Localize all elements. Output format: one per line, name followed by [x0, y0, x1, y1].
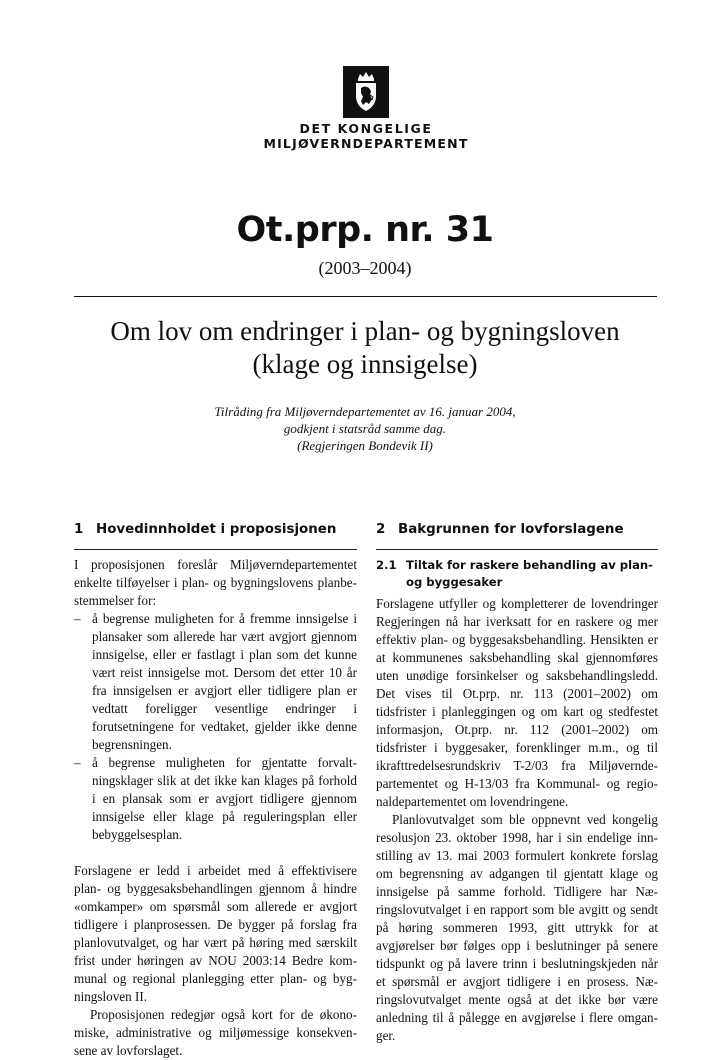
section-1-intro: I proposisjonen foreslår Miljøverndepartementet enkelte tilføyelser i plan- og bygningslovens planbestemmelser for:	[74, 557, 357, 608]
ministry-name-line1: DET KONGELIGE	[299, 121, 433, 136]
subsection-2-1-number: 2.1	[376, 558, 397, 572]
title-line-1: Om lov om endringer i plan- og bygningsloven	[110, 316, 620, 346]
section-1-number: 1	[74, 522, 84, 537]
coat-of-arms-logo	[343, 66, 389, 118]
section-2-heading	[376, 520, 658, 540]
list-item	[74, 610, 357, 754]
ministry-name-line2: MILJØVERNDEPARTEMENT	[263, 136, 469, 151]
section-2-number: 2	[376, 522, 386, 537]
document-number: Ot.prp. nr. 31	[236, 210, 494, 250]
title-line-2: (klage og innsigelse)	[252, 349, 478, 379]
list-item	[74, 754, 357, 844]
document-years: (2003–2004)	[318, 258, 412, 278]
document-title	[60, 315, 670, 381]
list-item-text: å begrense muligheten for gjentatte forvaltningsklager slik at det ikke kan klages på forhold i en plansak som er avgjort tidligere gjennom innsigelse eller klage på reguleringsplan eller bebyggelsesplan.	[92, 755, 357, 842]
section-1-paragraph-2: Forslagene er ledd i arbeidet med å effektivisere plan- og byggesaksbehandlingen gjennom å hindre «omkamper» om spørsmål som allerede er avgjort tidligere i planprosessen. De bygger på forslag fra planlovutvalget, og har vært på høring med særskilt frist under høringen av NOU 2003:14 Bedre kommunal og regional planlegging etter plan- og bygningsloven II.	[74, 863, 357, 1004]
subtitle-line-1: Tilråding fra Miljøverndepartementet av 16. januar 2004,	[214, 404, 516, 419]
right-column	[376, 520, 658, 1045]
list-dash: –	[74, 755, 81, 770]
list-item-text: å begrense muligheten for å fremme innsigelse i plansaker som allerede har vært avgjort gjennom innsigelse, eller er fastlagt i plan som det kunne vært reist innsigelse mot. Dersom det etter 10 år fra innsigelsen er avgjort eller tidligere plan er vedtatt foreligger vesentlige endringer i forutsetningene for vedtaket, gjelder ikke denne begrensningen.	[92, 611, 357, 752]
section-1-title: Hovedinnholdet i proposisjonen	[96, 522, 337, 537]
section-2-paragraph-2: Planlovutvalget som ble oppnevnt ved kongelig resolusjon 23. oktober 1998, har i sin endelige innstilling av 13. mai 2003 formulert konkrete forslag om begrensning av adgangen til gjentatt klage og innsigelse på samme forhold. Tidligere har Næringslovutvalget i en rapport som ble avgitt og sendt på høring sommeren 1993, gitt uttrykk for at avgjørelser bør følges opp i beslutninger på senere tidspunkt og på lavere trinn i beslutningskjeden når et spørsmål er avgjort tidligere i en prosess. Næringslovutvalget mente også at det ikke bør være anledning til å pålegge en avgjørelse i flere omganger.	[376, 812, 658, 1043]
subtitle-line-2: godkjent i statsråd samme dag.	[283, 421, 447, 436]
list-dash: –	[74, 611, 81, 626]
document-subtitle	[150, 403, 580, 454]
section-2-title: Bakgrunnen for lovforslagene	[398, 522, 624, 537]
subsection-2-1-heading	[376, 557, 658, 591]
left-column	[74, 520, 357, 1060]
section-1-paragraph-3: Proposisjonen redegjør også kort for de økonomiske, administrative og miljømessige konsekvensene av lovforslaget.	[74, 1007, 357, 1058]
subtitle-line-3: (Regjeringen Bondevik II)	[297, 438, 433, 453]
title-divider	[74, 296, 657, 297]
section-2-paragraph-1: Forslagene utfyller og kompletterer de lovendringer Regjeringen nå har iverksatt for en raskere og mer effektiv plan- og byggesaksbehandling. Hensikten er at kommunenes saksbehandling skal gjennomføres uten unødige forsinkelser og saksbehandlingsledd. Det vises til Ot.prp. nr. 113 (2001–2002) om tidsfrister i planleggingen og om kart og stedfestet informasjon, Ot.prp. nr. 112 (2001–2002) om tidsfrister i byggesaker, forenklinger m.m., og til ikrafttredelsesrundskriv T-2/03 fra Miljøverndepartementet og H-13/03 fra Kommunal- og regionaldepartementet om lovendringene.	[376, 596, 658, 809]
section-1-heading	[74, 520, 357, 540]
subsection-2-1-title: Tiltak for raskere behandling av plan- og byggesaker	[406, 558, 653, 589]
